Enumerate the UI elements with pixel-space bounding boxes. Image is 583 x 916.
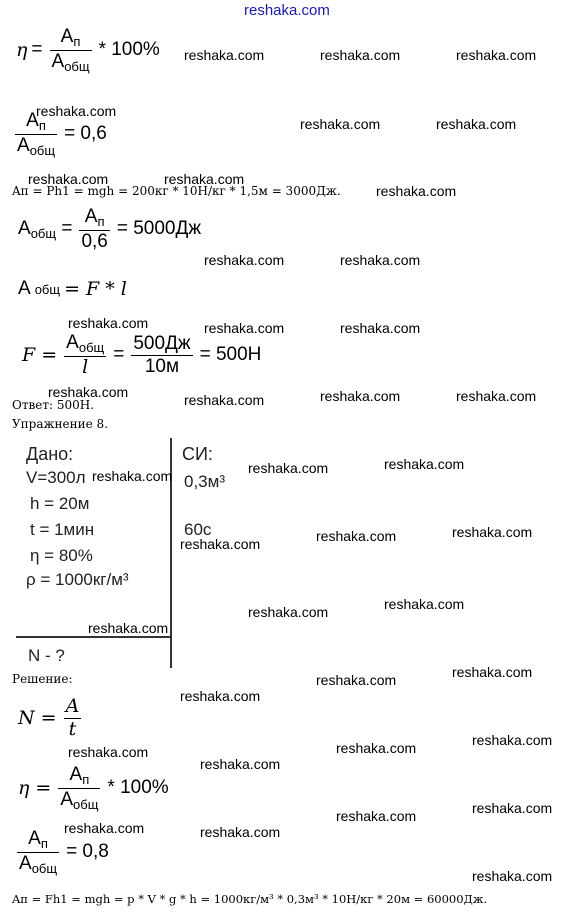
watermark: reshaka.com	[436, 116, 517, 132]
watermark: reshaka.com	[68, 315, 149, 331]
si-title: СИ:	[182, 444, 213, 464]
watermark: reshaka.com	[320, 388, 401, 404]
watermark: reshaka.com	[340, 252, 421, 268]
given-time: t = 1мин	[30, 520, 95, 539]
formula-force: F = $\frac{А_{общ}}{l}$ = $\frac{500Дж}{10м}$ = 500Н	[22, 332, 262, 378]
watermark: reshaka.com	[248, 604, 329, 620]
top-watermark: reshaka.com	[244, 2, 330, 19]
watermark: reshaka.com	[68, 744, 149, 760]
formula-ratio-06: $\frac{А_п}{А_{общ}}$ = 0,6	[17, 110, 107, 158]
fraction: $\frac{А_п}{0,6}$	[81, 206, 108, 252]
watermark: reshaka.com	[204, 252, 285, 268]
watermark: reshaka.com	[164, 171, 245, 187]
watermark: reshaka.com	[204, 320, 285, 336]
fraction: $\frac{А_п}{А_{общ}}$	[17, 110, 56, 158]
formula-total-work: $А_{общ}$ = $\frac{А_п}{0,6}$ = 5000Дж	[18, 206, 202, 252]
watermark: reshaka.com	[336, 740, 417, 756]
formula-ratio-08: $\frac{А_п}{А_{общ}}$ = 0,8	[19, 828, 109, 876]
watermark: reshaka.com	[180, 536, 261, 552]
given-title: Дано:	[26, 444, 74, 464]
given-density: ρ = 1000кг/м³	[26, 570, 129, 589]
eta-symbol: η	[16, 39, 28, 62]
fraction: $\frac{А_{общ}}{l}$	[66, 332, 105, 378]
watermark: reshaka.com	[472, 732, 553, 748]
given-efficiency: η = 80%	[30, 546, 93, 565]
watermark: reshaka.com	[48, 384, 129, 400]
watermark: reshaka.com	[336, 808, 417, 824]
given-height: h = 20м	[30, 494, 90, 513]
watermark: reshaka.com	[88, 620, 169, 636]
useful-work-line-2: Aп = Fh1 = mgh = p * V * g * h = 1000кг/м³ * 0,3м³ * 10Н/кг * 20м = 60000Дж.	[12, 892, 488, 906]
exercise-title: Упражнение 8.	[12, 417, 109, 431]
si-time: 60с	[184, 520, 212, 539]
formula-efficiency-2: η = $\frac{А_п}{А_{общ}}$ * 100%	[18, 764, 169, 812]
watermark: reshaka.com	[248, 460, 329, 476]
formula-power: N = $\frac{A}{t}$	[18, 695, 80, 740]
watermark: reshaka.com	[452, 664, 533, 680]
watermark: reshaka.com	[456, 47, 537, 63]
fraction: $\frac{А_п}{А_{общ}}$	[19, 828, 58, 876]
watermark: reshaka.com	[92, 468, 173, 484]
table-horizontal-line	[16, 636, 172, 638]
watermark: reshaka.com	[300, 116, 381, 132]
watermark: reshaka.com	[340, 320, 421, 336]
si-volume: 0,3м³	[184, 472, 225, 491]
watermark: reshaka.com	[472, 800, 553, 816]
watermark: reshaka.com	[64, 820, 145, 836]
watermark: reshaka.com	[184, 392, 265, 408]
formula-work-force: А общ = F * l	[18, 278, 127, 300]
useful-work-line: Aп = Ph1 = mgh = 200кг * 10Н/кг * 1,5м = 3000Дж.	[12, 184, 341, 198]
watermark: reshaka.com	[472, 868, 553, 884]
formula-efficiency: η = $\frac{А_п}{А_{общ}}$ * 100%	[16, 26, 160, 74]
fraction: $\frac{500Дж}{10м}$	[133, 333, 191, 377]
watermark: reshaka.com	[200, 824, 281, 840]
fraction: $\frac{А_п}{А_{общ}}$	[51, 26, 90, 74]
watermark: reshaka.com	[320, 47, 401, 63]
solution-title: Решение:	[12, 672, 73, 686]
given-volume: V=300л	[26, 468, 86, 487]
fraction: $\frac{A}{t}$	[65, 695, 80, 740]
watermark: reshaka.com	[180, 688, 261, 704]
watermark: reshaka.com	[200, 756, 281, 772]
answer-line: Ответ: 500Н.	[12, 398, 95, 412]
watermark: reshaka.com	[452, 524, 533, 540]
watermark: reshaka.com	[184, 47, 265, 63]
fraction: $\frac{А_п}{А_{общ}}$	[60, 764, 99, 812]
find-power: N - ?	[28, 646, 65, 665]
watermark: reshaka.com	[384, 456, 465, 472]
watermark: reshaka.com	[384, 596, 465, 612]
watermark: reshaka.com	[316, 672, 397, 688]
watermark: reshaka.com	[456, 388, 537, 404]
watermark: reshaka.com	[376, 183, 457, 199]
watermark: reshaka.com	[36, 103, 117, 119]
watermark: reshaka.com	[316, 528, 397, 544]
watermark: reshaka.com	[28, 171, 109, 187]
